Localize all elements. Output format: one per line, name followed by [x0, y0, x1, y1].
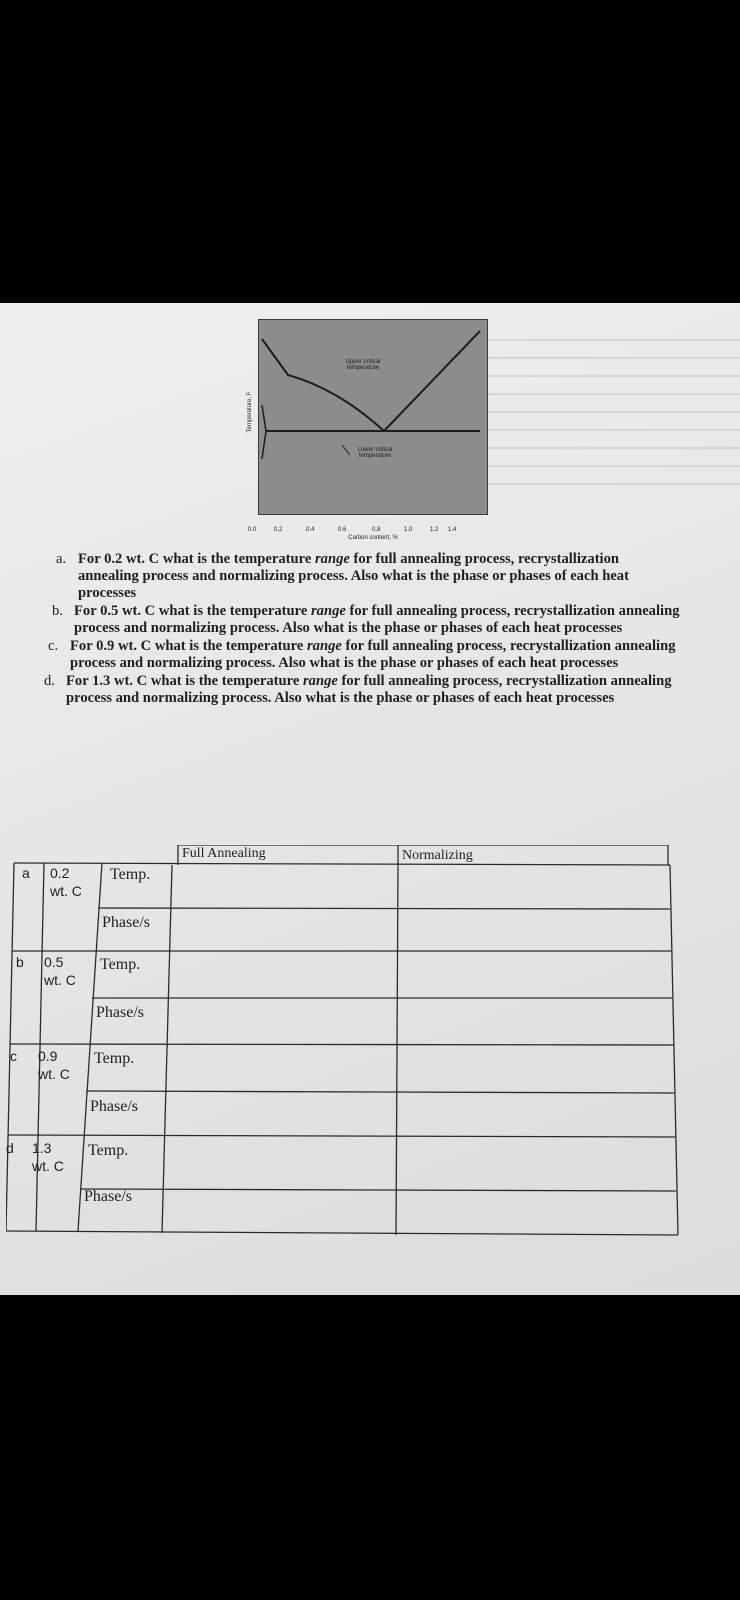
phase-label: Phase/s — [102, 914, 150, 931]
temp-label: Temp. — [110, 866, 151, 883]
row-id: d — [6, 1140, 14, 1156]
question-letter: b. — [52, 603, 63, 619]
question-letter: c. — [48, 638, 59, 654]
question-text: For 0.5 wt. C what is the temperature range for full annealing process, recrystallization annealing process and normalizing process. Also what is the phase or phases of each heat processes — [74, 603, 680, 636]
phase-label: Phase/s — [90, 1098, 138, 1115]
header-normalizing: Normalizing — [402, 848, 473, 863]
x-axis-label: Carbon content, % — [348, 535, 398, 541]
upper-critical-line — [262, 339, 384, 431]
question-list — [40, 551, 680, 708]
carbon-unit: wt. C — [44, 972, 76, 988]
row-id: a — [22, 865, 30, 881]
bleed-through-lines — [470, 323, 740, 523]
question-c — [48, 638, 680, 672]
header-full-annealing: Full Annealing — [182, 846, 266, 861]
question-b — [52, 603, 680, 637]
worksheet-page — [0, 303, 740, 1295]
carbon-value: 1.3 — [32, 1140, 52, 1156]
question-letter: a. — [56, 551, 67, 567]
carbon-unit: wt. C — [38, 1066, 70, 1082]
critical-temperature-diagram — [247, 319, 488, 541]
left-boundary-line — [262, 405, 266, 459]
carbon-value: 0.9 — [38, 1048, 58, 1064]
question-text: For 0.9 wt. C what is the temperature range for full annealing process, recrystallization annealing process and normalizing process. Also what is the phase or phases of each heat processes — [70, 638, 676, 671]
upper-critical-label: Upper critical temperature — [345, 359, 381, 371]
answer-table — [6, 845, 682, 1285]
carbon-value: 0.5 — [44, 954, 64, 970]
temp-label: Temp. — [88, 1142, 129, 1159]
x-tick: 0.4 — [306, 527, 315, 533]
x-tick: 1.4 — [448, 527, 457, 533]
question-d — [44, 673, 680, 707]
x-tick: 1.2 — [430, 527, 439, 533]
temp-label: Temp. — [94, 1050, 135, 1067]
x-tick: 0.2 — [274, 527, 283, 533]
question-a — [56, 551, 680, 602]
diagram-lines — [258, 319, 488, 515]
carbon-unit: wt. C — [32, 1158, 64, 1174]
x-tick: 0.8 — [372, 527, 381, 533]
carbon-unit: wt. C — [50, 883, 82, 899]
acm-line — [384, 331, 480, 431]
x-tick: 0.0 — [248, 527, 257, 533]
x-tick: 1.0 — [404, 527, 413, 533]
row-id: c — [10, 1048, 17, 1064]
x-tick: 0.6 — [338, 527, 347, 533]
phase-label: Phase/s — [96, 1004, 144, 1021]
lower-critical-label: Lower critical temperature — [357, 447, 393, 459]
y-axis-label: Temperature, F — [247, 391, 253, 433]
question-text: For 1.3 wt. C what is the temperature range for full annealing process, recrystallization annealing process and normalizing process. Also what is the phase or phases of each heat processes — [66, 673, 672, 706]
row-id: b — [16, 954, 24, 970]
phase-label: Phase/s — [84, 1188, 132, 1205]
temp-label: Temp. — [100, 956, 141, 973]
question-text: For 0.2 wt. C what is the temperature range for full annealing process, recrystallization annealing process and normalizing process. Also what is the phase or phases of each heat processes — [78, 551, 629, 601]
lower-label-leader — [342, 445, 350, 455]
question-letter: d. — [44, 673, 55, 689]
carbon-value: 0.2 — [50, 865, 70, 881]
